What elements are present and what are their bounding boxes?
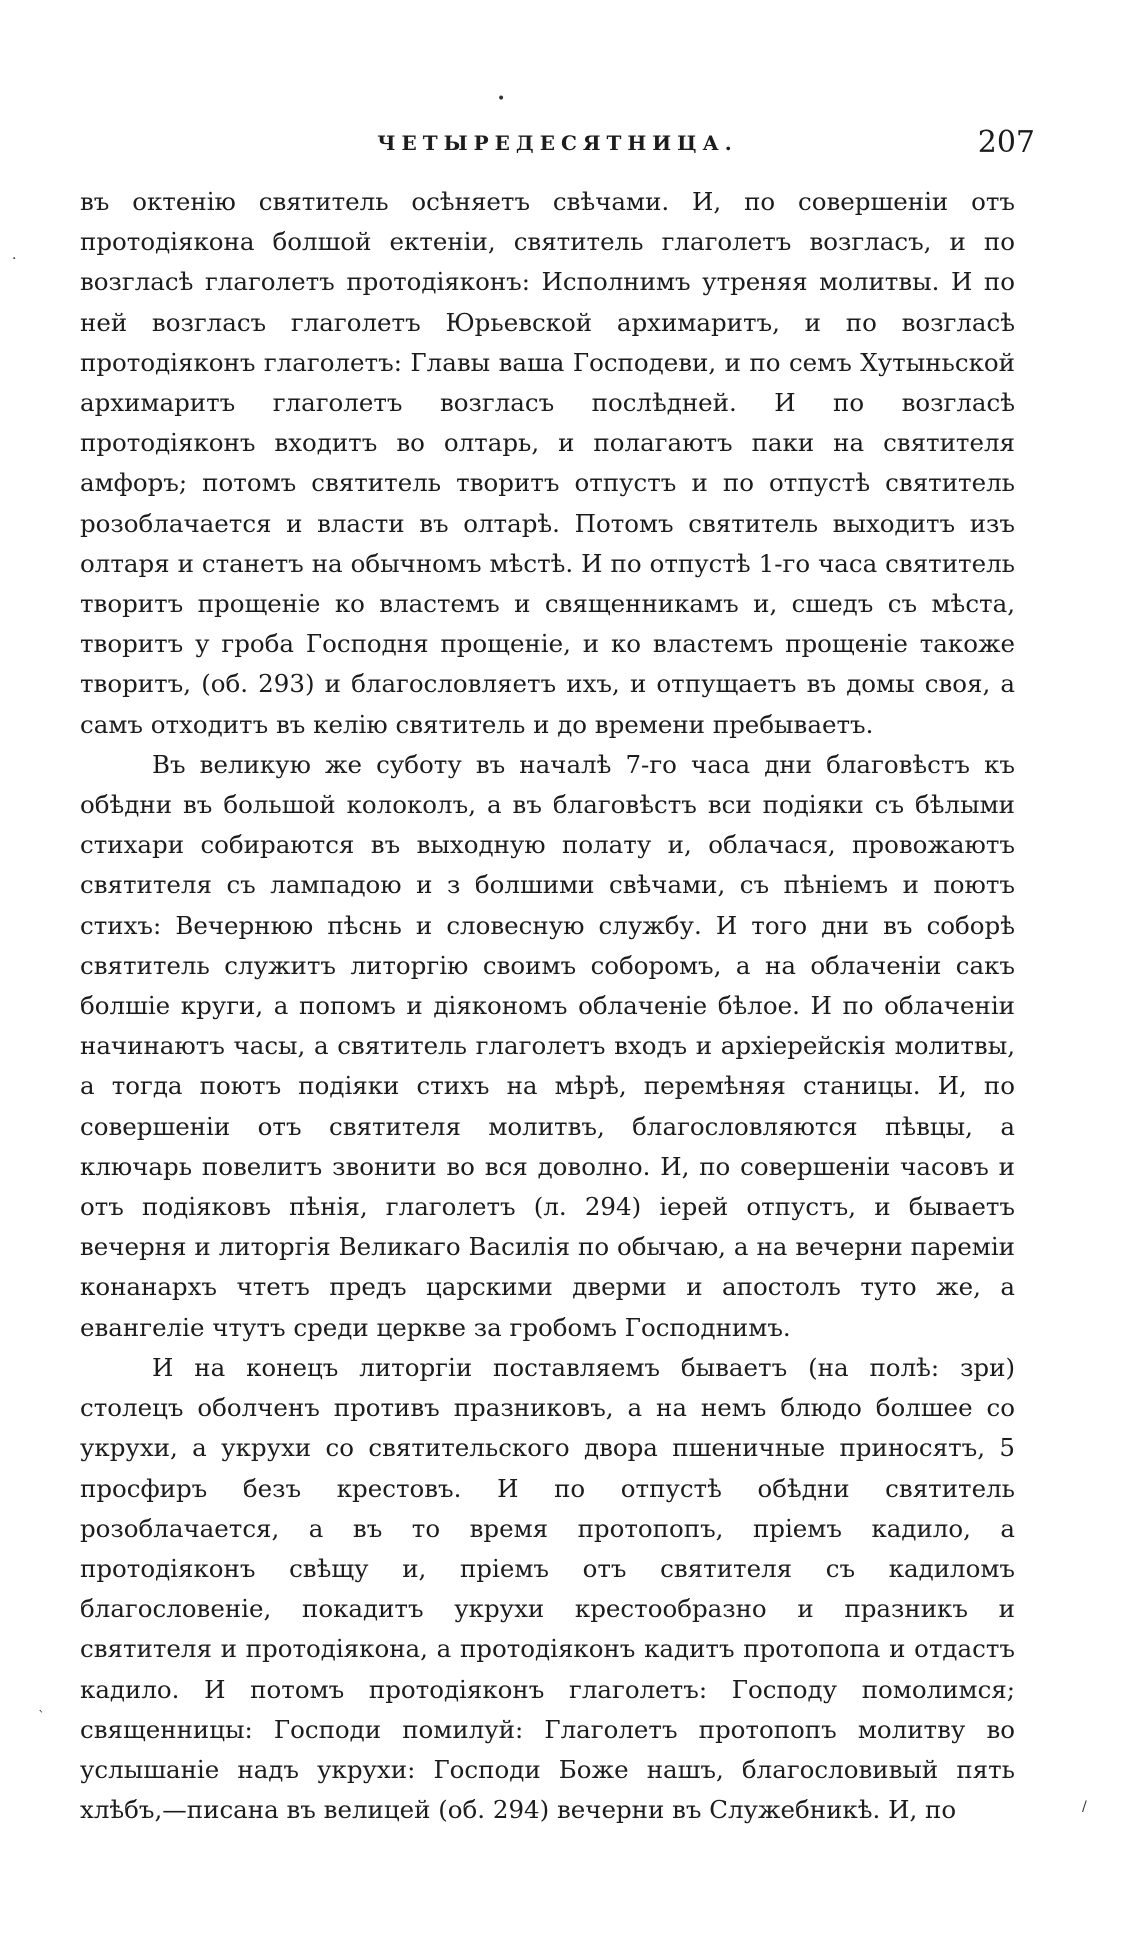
paragraph-1: въ октенію святитель осѣняетъ свѣчами. И, по совершеніи отъ протодіякона болшой ектеніи, святитель глаголетъ возгласъ, и по возгласѣ глаголетъ протодіяконъ: Исполнимъ утреняя молитвы. И по ней возгласъ глаголетъ Юрьевской архимаритъ, и по возгласѣ протодіяконъ глаголетъ: Главы ваша Господеви, и по семъ Хутыньской архимаритъ глаголетъ возгласъ послѣдней. И по возгласѣ протодіяконъ входитъ во олтарь, и полагаютъ паки на святителя амфоръ; потомъ святитель творитъ отпустъ и по отпустѣ святитель розоблачается и власти въ олтарѣ. Потомъ святитель выходитъ изъ олтаря и станетъ на обычномъ мѣстѣ. И по отпустѣ 1-го часа святитель творитъ прощеніе ко властемъ и священникамъ и, сшедъ съ мѣста, творитъ у гроба Господня прощеніе, и ко властемъ прощеніе такожe творитъ, (об. 293) и благословляетъ ихъ, и отпущаетъ въ домы своя, а самъ отходитъ въ келію святитель и до времени пребываетъ. <box>80 187 1015 739</box>
margin-mark: · <box>12 251 17 267</box>
page-header <box>80 125 1035 165</box>
page-number: 207 <box>977 125 1035 160</box>
paragraph-3: И на конецъ литоргіи поставляемъ бываетъ (на полѣ: зри) столецъ оболченъ противъ празниковъ, а на немъ блюдо болшее со укрухи, а укрухи со святительского двора пшеничные приносятъ, 5 просфиръ безъ крестовъ. И по отпустѣ обѣдни святитель розоблачается, а въ то время протопопъ, пріемъ кадило, а протодіяконъ свѣщу и, пріемъ отъ святителя съ кадиломъ благословеніе, покадитъ укрухи крестообразно и празникъ и святителя и протодіякона, а протодіяконъ кадитъ протопопа и отдастъ кадило. И потомъ протодіяконъ глаголетъ: Господу помолимся; священницы: Господи помилуй: Глаголетъ протопопъ молитву во услышаніе надъ укрухи: Господи Боже нашъ, благословивый пять хлѣбъ,—писана въ велицей (об. 294) вечерни въ Служебникѣ. И, по <box>80 1352 1015 1825</box>
body-text <box>80 182 1015 1830</box>
margin-mark: / <box>1082 1799 1087 1815</box>
ink-speck: • <box>497 91 506 107</box>
paragraph-2: Въ великую же суботу въ началѣ 7-го часа дни благовѣстъ къ обѣдни въ большой колоколъ, а въ благовѣстъ вси подіяки съ бѣлыми стихари собираются въ выходную полату и, облачася, провожаютъ святителя съ лампадою и з болшими свѣчами, съ пѣніемъ и поютъ стихъ: Вечернюю пѣснь и словесную службу. И того дни въ соборѣ святитель служитъ литоргію своимъ соборомъ, а на облаченіи сакъ болшіе круги, а попомъ и діякономъ облаченіе бѣлое. И по облаченіи начинаютъ часы, а святитель глаголетъ входъ и архіерейскія молитвы, а тогда поютъ подіяки стихъ на мѣрѣ, перемѣняя станицы. И, по совершеніи отъ святителя молитвъ, благословляются пѣвцы, а ключарь повелитъ звонити во вся доволно. И, по совершеніи часовъ и отъ подіяковъ пѣнія, глаголетъ (л. 294) іерей отпустъ, и бываетъ вечерня и литоргія Великаго Василія по обычаю, а на вечерни пареміи конанархъ чтетъ предъ царскими дверми и апостолъ туто же, а евангеліе чтутъ среди церкве за гробомъ Господнимъ. <box>80 749 1015 1342</box>
margin-mark: ` <box>38 1709 45 1725</box>
running-title: ЧЕТЫРЕДЕСЯТНИЦА. <box>377 131 738 155</box>
